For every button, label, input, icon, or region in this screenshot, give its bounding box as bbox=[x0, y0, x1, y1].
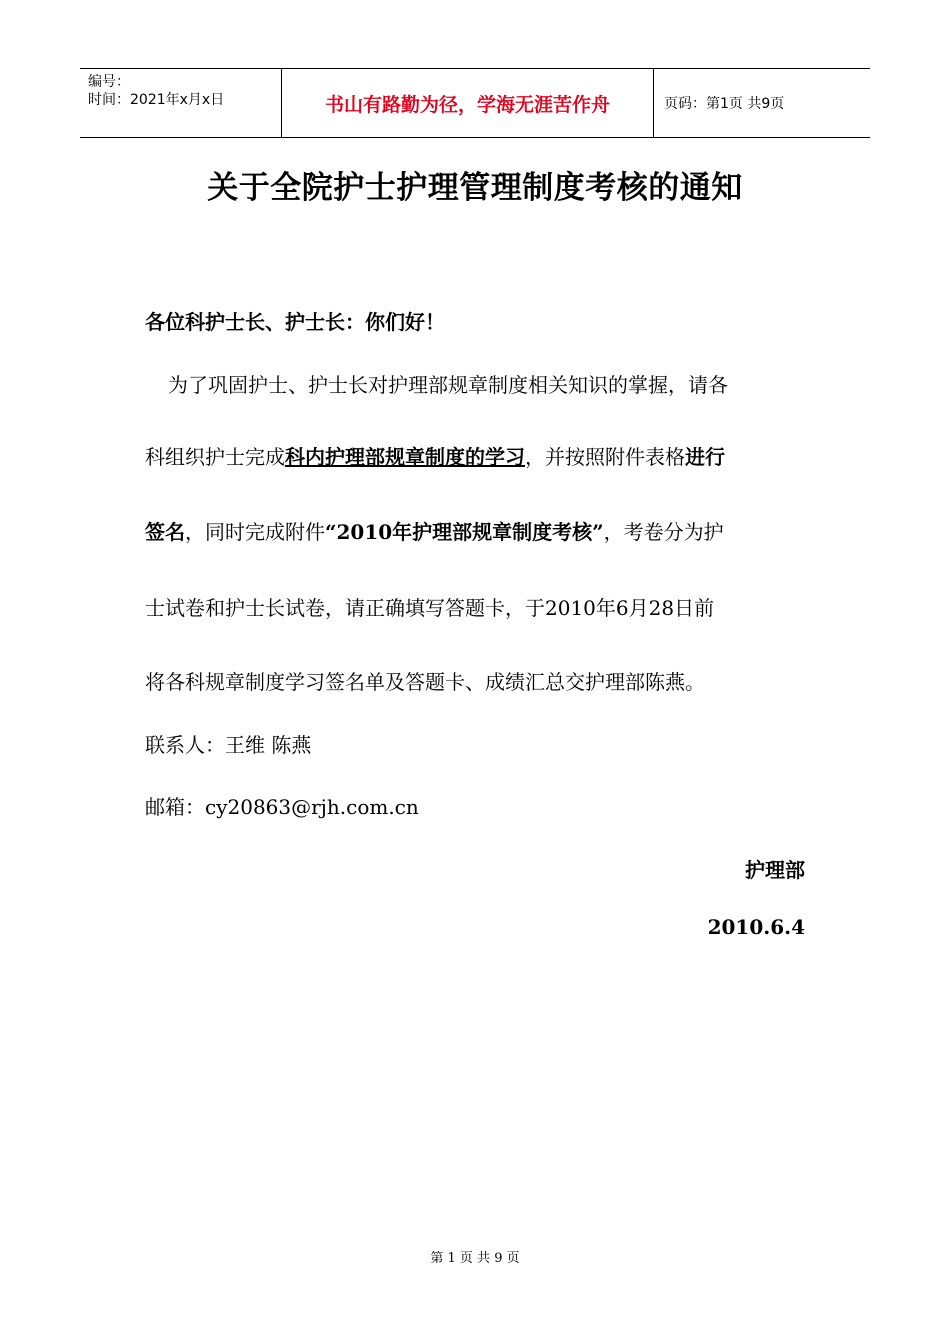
page-footer: 第 1 页 共 9 页 bbox=[430, 1251, 520, 1266]
text-span: ，并按照附件表格 bbox=[525, 445, 685, 469]
emphasis-underlined: 科内护理部规章制度的学习 bbox=[285, 445, 525, 469]
header-motto: 书山有路勤为径，学海无涯苦作舟 bbox=[281, 69, 654, 137]
paragraph-line-4: 士试卷和护士长试卷，请正确填写答题卡，于2010年6月28日前 bbox=[145, 596, 715, 620]
attachment-title: “2010年护理部规章制度考核” bbox=[325, 520, 604, 544]
paragraph-line-5: 将各科规章制度学习签名单及答题卡、成绩汇总交护理部陈燕。 bbox=[145, 670, 705, 694]
emphasis-bold: 签名 bbox=[145, 520, 185, 544]
document-header bbox=[80, 68, 870, 138]
header-page-info: 页码：第1页 共9页 bbox=[664, 96, 785, 112]
text-span: ，考卷分为护 bbox=[603, 520, 724, 544]
document-number-label: 编号： bbox=[88, 74, 130, 90]
paragraph-line-1: 为了巩固护士、护士长对护理部规章制度相关知识的掌握，请各 bbox=[168, 373, 728, 397]
text-span: ，同时完成附件 bbox=[185, 520, 325, 544]
paragraph-line-2 bbox=[145, 441, 725, 470]
contact-line: 联系人：王维 陈燕 bbox=[145, 733, 312, 757]
paragraph-line-3 bbox=[145, 516, 724, 545]
email-line: 邮箱：cy20863@rjh.com.cn bbox=[145, 795, 419, 819]
emphasis-bold: 进行 bbox=[685, 445, 725, 469]
document-title: 关于全院护士护理管理制度考核的通知 bbox=[207, 170, 743, 206]
signature-department: 护理部 bbox=[745, 858, 805, 882]
document-time-label: 时间：2021年x月x日 bbox=[88, 92, 225, 108]
text-span: 科组织护士完成 bbox=[145, 445, 285, 469]
signature-date: 2010.6.4 bbox=[707, 915, 805, 939]
greeting: 各位科护士长、护士长：你们好！ bbox=[145, 310, 445, 334]
header-meta bbox=[80, 69, 281, 137]
